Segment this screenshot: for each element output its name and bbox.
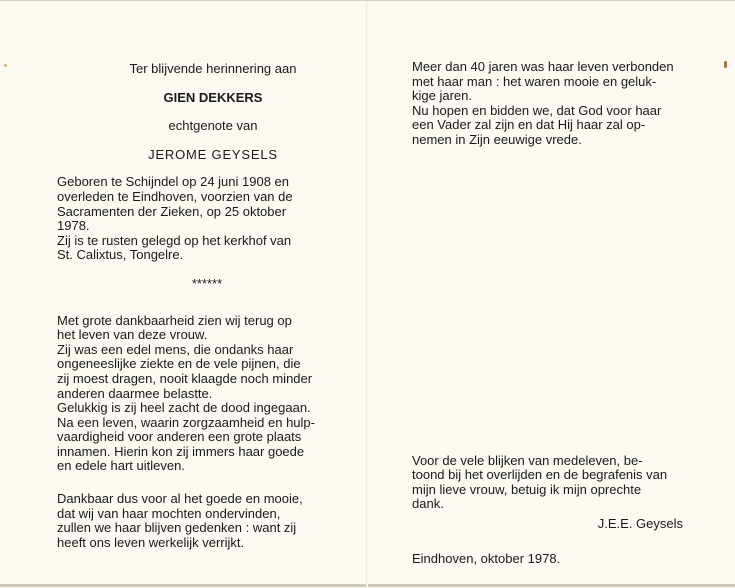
intro-text: Ter blijvende herinnering aan bbox=[129, 61, 297, 76]
memory-line: anderen daarmee belastte. bbox=[57, 385, 213, 401]
relation-text: echtgenote van bbox=[168, 118, 258, 134]
memory-line: vaardigheid voor anderen een grote plaats bbox=[57, 429, 302, 445]
separator-stars: ****** bbox=[191, 275, 223, 291]
prayer-paragraph bbox=[412, 104, 709, 148]
bio-line: 1978. bbox=[57, 218, 90, 234]
left-page bbox=[57, 62, 357, 550]
bio-line: Geboren te Schijndel op 24 juni 1908 en bbox=[57, 174, 290, 190]
paper-speck bbox=[4, 64, 7, 67]
signature: J.E.E. Geysels bbox=[597, 515, 683, 531]
marriage-line: met haar man : het waren mooie en geluk- bbox=[412, 73, 657, 89]
spouse-name: JEROME GEYSELS bbox=[148, 146, 278, 162]
paper-stain bbox=[724, 61, 727, 68]
thanks-line: Voor de vele blijken van medeleven, be- bbox=[412, 452, 643, 468]
closing-line: Dankbaar dus voor al het goede en mooie, bbox=[57, 491, 303, 507]
memory-line: zij moest dragen, nooit klaagde noch minder bbox=[57, 370, 313, 386]
memory-line: Na een leven, waarin zorgzaamheid en hulp- bbox=[57, 414, 315, 430]
thanks-line: toond bij het overlijden en de begrafenis van bbox=[412, 467, 668, 483]
burial-line: Zij is te rusten gelegd op het kerkhof van bbox=[57, 232, 292, 248]
memory-line: Zij was een edel mens, die ondanks haar bbox=[57, 341, 294, 357]
deceased-name: GIEN DEKKERS bbox=[163, 89, 263, 105]
memory-paragraph bbox=[57, 314, 357, 475]
memory-line: het leven van deze vrouw. bbox=[57, 327, 208, 343]
burial-paragraph bbox=[57, 234, 357, 263]
right-page bbox=[412, 60, 709, 566]
closing-line: zullen we haar blijven gedenken : want zij bbox=[57, 520, 297, 536]
thanks-line: mijn lieve vrouw, betuig ik mijn oprechte bbox=[412, 481, 642, 497]
memory-line: Met grote dankbaarheid zien wij terug op bbox=[57, 312, 292, 328]
closing-paragraph bbox=[57, 492, 357, 550]
marriage-line: Meer dan 40 jaren was haar leven verbonden bbox=[412, 59, 674, 74]
thanks-paragraph bbox=[412, 454, 709, 512]
card-fold bbox=[366, 1, 368, 588]
bio-line: overleden te Eindhoven, voorzien van de bbox=[57, 188, 293, 204]
place-date: Eindhoven, oktober 1978. bbox=[412, 550, 561, 566]
memory-line: Gelukkig is zij heel zacht de dood ingegaan. bbox=[57, 400, 311, 416]
bio-paragraph bbox=[57, 175, 357, 233]
burial-line: St. Calixtus, Tongelre. bbox=[57, 247, 184, 263]
marriage-line: kige jaren. bbox=[412, 88, 472, 104]
bio-line: Sacramenten der Zieken, op 25 oktober bbox=[57, 203, 287, 219]
prayer-line: een Vader zal zijn en dat Hij haar zal op- bbox=[412, 117, 646, 133]
memory-line: ongeneeslijke ziekte en de vele pijnen, die bbox=[57, 356, 301, 372]
marriage-paragraph bbox=[412, 60, 709, 104]
memory-line: innamen. Hierin kon zij immers haar goede bbox=[57, 443, 305, 459]
thanks-line: dank. bbox=[412, 496, 444, 512]
prayer-line: Nu hopen en bidden we, dat God voor haar bbox=[412, 102, 662, 118]
closing-line: heeft ons leven werkelijk verrijkt. bbox=[57, 534, 245, 550]
closing-line: dat wij van haar mochten ondervinden, bbox=[57, 505, 281, 521]
prayer-line: nemen in Zijn eeuwige vrede. bbox=[412, 131, 582, 147]
memory-line: en edele hart uitleven. bbox=[57, 458, 185, 474]
